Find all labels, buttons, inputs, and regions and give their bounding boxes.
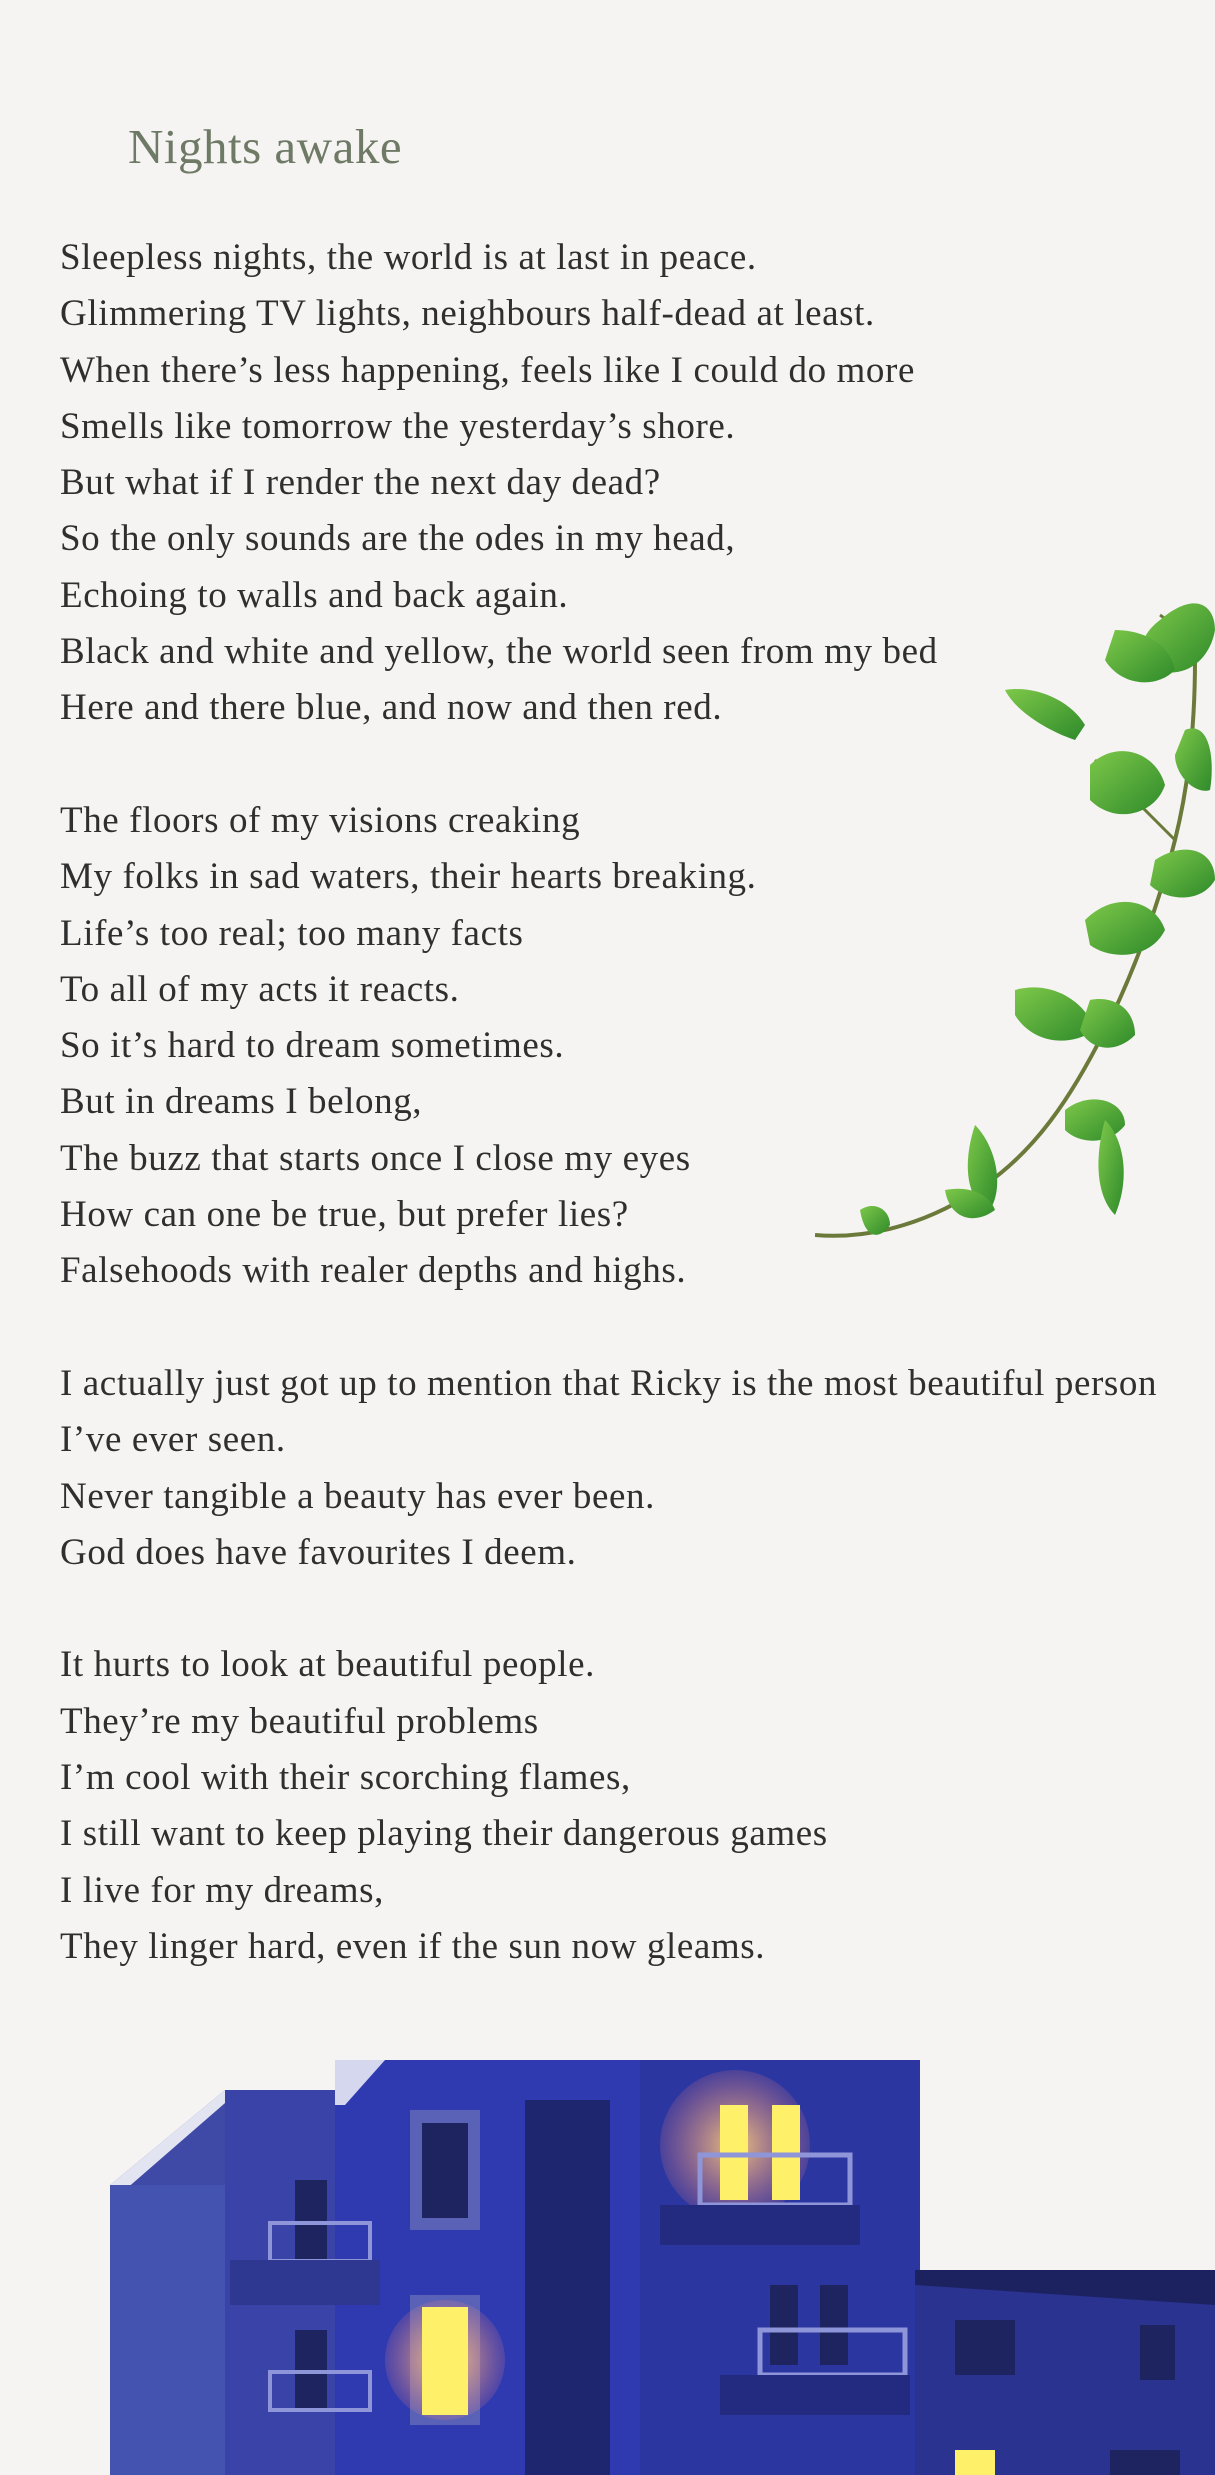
poem-line: God does have favourites I deem. — [60, 1531, 577, 1573]
poem-line: When there’s less happening, feels like I could do more — [60, 349, 915, 391]
stanza-3 — [60, 1356, 1180, 1581]
poem-line: Glimmering TV lights, neighbours half-dead at least. — [60, 293, 875, 335]
poem-line: Never tangible a beauty has ever been. — [60, 1475, 655, 1517]
poem-line: The floors of my visions creaking — [60, 799, 581, 841]
poem-line: But what if I render the next day dead? — [60, 462, 661, 504]
poem-line: I actually just got up to mention that Ricky is the most beautiful person I’ve ever seen. — [60, 1362, 1167, 1461]
poem-line: Sleepless nights, the world is at last in peace. — [60, 237, 757, 278]
poem-line: But in dreams I belong, — [60, 1081, 423, 1123]
poem-line: I’m cool with their scorching flames, — [60, 1757, 631, 1799]
poem-line: How can one be true, but prefer lies? — [60, 1194, 629, 1236]
night-buildings-icon — [0, 2045, 1215, 2475]
poem-line: My folks in sad waters, their hearts breaking. — [60, 856, 757, 898]
poem-line: So the only sounds are the odes in my head, — [60, 518, 736, 560]
poem-line: Life’s too real; too many facts — [60, 912, 524, 954]
poem-line: I live for my dreams, — [60, 1869, 384, 1911]
poem-line: They’re my beautiful problems — [60, 1700, 539, 1742]
poem-line: Black and white and yellow, the world seen from my bed — [60, 631, 938, 673]
poem-line: Smells like tomorrow the yesterday’s shore. — [60, 405, 736, 447]
poem-line: So it’s hard to dream sometimes. — [60, 1025, 565, 1067]
poem-line: The buzz that starts once I close my eyes — [60, 1137, 691, 1179]
stanza-4 — [60, 1637, 1180, 1975]
poem-line: To all of my acts it reacts. — [60, 968, 460, 1010]
poem-title: Nights awake — [128, 119, 403, 174]
ivy-vine-icon — [815, 600, 1215, 1270]
poem-line: It hurts to look at beautiful people. — [60, 1644, 595, 1686]
poem-line: I still want to keep playing their dangerous games — [60, 1813, 828, 1855]
poem-line: Here and there blue, and now and then red. — [60, 687, 723, 729]
poem-line: Falsehoods with realer depths and highs. — [60, 1250, 687, 1292]
poem-line: They linger hard, even if the sun now gleams. — [60, 1925, 766, 1967]
poem-line: Echoing to walls and back again. — [60, 574, 569, 616]
